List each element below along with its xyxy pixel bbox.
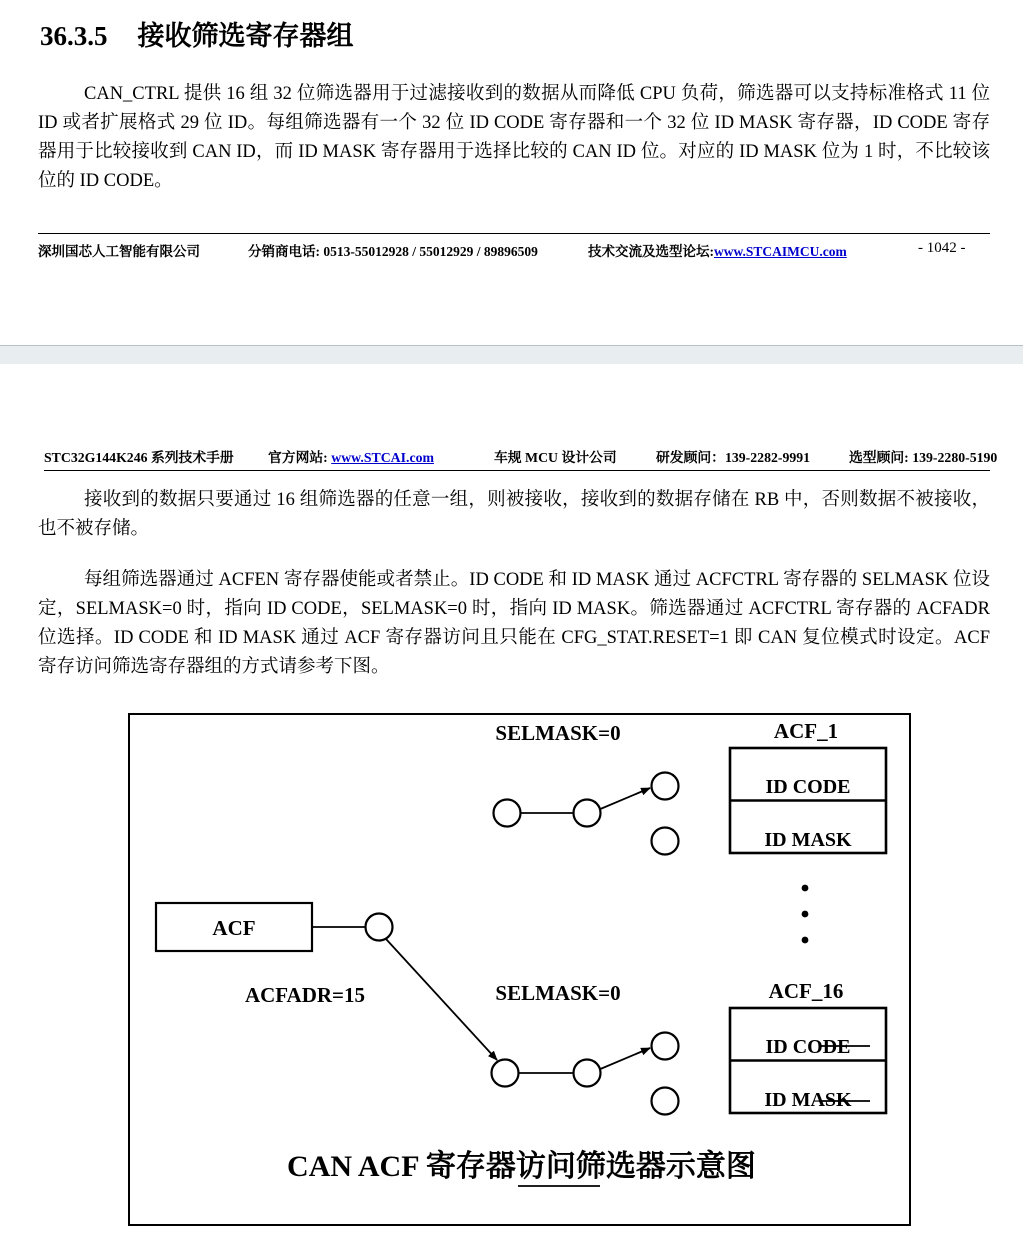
node-circle-bottom-2 (574, 1060, 601, 1087)
node-circle-bottom-1 (492, 1060, 519, 1087)
node-circle-top-idcode (652, 773, 679, 800)
node-circle-top-idmask (652, 828, 679, 855)
footer-forum-label: 技术交流及选型论坛: (588, 244, 714, 259)
paragraph-acf-access: 每组筛选器通过 ACFEN 寄存器使能或者禁止。ID CODE 和 ID MASK 通过 ACFCTRL 寄存器的 SELMASK 位设定，SELMASK=0 时，指向 ID CODE，SELMASK=0 时，指向 ID MASK。筛选器通过 ACFCTRL 寄存器的 ACFADR 位选择。ID CODE 和 ID MASK 通过 ACF 寄存器访问且只能在 CFG_STAT.RESET=1 即 CAN 复位模式时设定。ACF 寄存访问筛选寄存器组的方式请参考下图。 (38, 570, 990, 677)
paragraph-receive-filter: 接收到的数据只要通过 16 组筛选器的任意一组，则被接收，接收到的数据存储在 RB 中，否则数据不被接收，也不被存储。 (38, 490, 990, 539)
arrow-hub-to-bottom (386, 939, 497, 1060)
node-circle-bottom-idmask (652, 1088, 679, 1115)
header-divider (44, 470, 990, 471)
header-company: 车规 MCU 设计公司 (494, 450, 617, 465)
page-title (40, 14, 354, 53)
paragraph-intro: CAN_CTRL 提供 16 组 32 位筛选器用于过滤接收到的数据从而降低 CPU 负荷，筛选器可以支持标准格式 11 位 ID 或者扩展格式 29 位 ID。每组筛选器有一个 32 位 ID CODE 寄存器和一个 32 位 ID MASK 寄存器，ID CODE 寄存器用于比较接收到 CAN ID，而 ID MASK 寄存器用于选择比较的 CAN ID 位。对应的 ID MASK 位为 1 时，不比较该位的 ID CODE。 (38, 84, 990, 191)
header-manual-title: STC32G144K246 系列技术手册 (44, 450, 234, 465)
page-footer (38, 240, 990, 262)
node-circle-bottom-idcode (652, 1033, 679, 1060)
arrow-node2-node3-bottom (598, 1048, 650, 1070)
diagram-caption: CAN ACF 寄存器访问筛选器示意图 (287, 1150, 756, 1183)
page-break-separator (0, 345, 1023, 366)
header-website-label: 官方网站: (268, 450, 328, 465)
footer-phone: 分销商电话: 0513-55012928 / 55012929 / 89896509 (248, 244, 538, 259)
acf-source-label: ACF (212, 916, 256, 940)
header-rd-consultant: 研发顾问：139-2282-9991 (656, 450, 811, 465)
selmask-label-top: SELMASK=0 (495, 721, 621, 745)
footer-divider (38, 233, 990, 234)
footer-page-number: - 1042 - (918, 240, 966, 256)
arrow-node2-node3-top (598, 788, 650, 810)
id-code-label-1: ID CODE (765, 776, 851, 798)
acf-group-name-16: ACF_16 (768, 979, 844, 1003)
id-code-label-16: ID CODE (765, 1036, 851, 1058)
id-mask-label-1: ID MASK (764, 829, 852, 851)
acf-register-diagram (128, 713, 911, 1226)
acf-group-name-1: ACF_1 (773, 719, 839, 743)
ellipsis-dot-2 (802, 911, 809, 918)
header-website-link[interactable]: www.STCAI.com (331, 450, 434, 465)
page-header (44, 446, 998, 468)
section-title: 接收筛选寄存器组 (137, 21, 354, 51)
ellipsis-dot-3 (802, 937, 809, 944)
node-circle-hub (366, 914, 393, 941)
footer-company: 深圳国芯人工智能有限公司 (38, 244, 200, 259)
section-number: 36.3.5 (40, 21, 108, 51)
footer-forum-link[interactable]: www.STCAIMCU.com (714, 244, 847, 259)
selmask-label-bottom: SELMASK=0 (495, 981, 621, 1005)
node-circle-top-2 (574, 800, 601, 827)
id-mask-label-16: ID MASK (764, 1089, 852, 1111)
document-page-2 (0, 364, 1023, 1236)
node-circle-top-1 (494, 800, 521, 827)
header-website (268, 446, 434, 466)
acfadr-label: ACFADR=15 (244, 983, 366, 1007)
footer-forum (588, 240, 847, 260)
header-selection-consultant: 选型顾问: 139-2280-5190 (849, 450, 998, 465)
ellipsis-dot-1 (802, 885, 809, 892)
document-page-1 (0, 0, 1023, 345)
